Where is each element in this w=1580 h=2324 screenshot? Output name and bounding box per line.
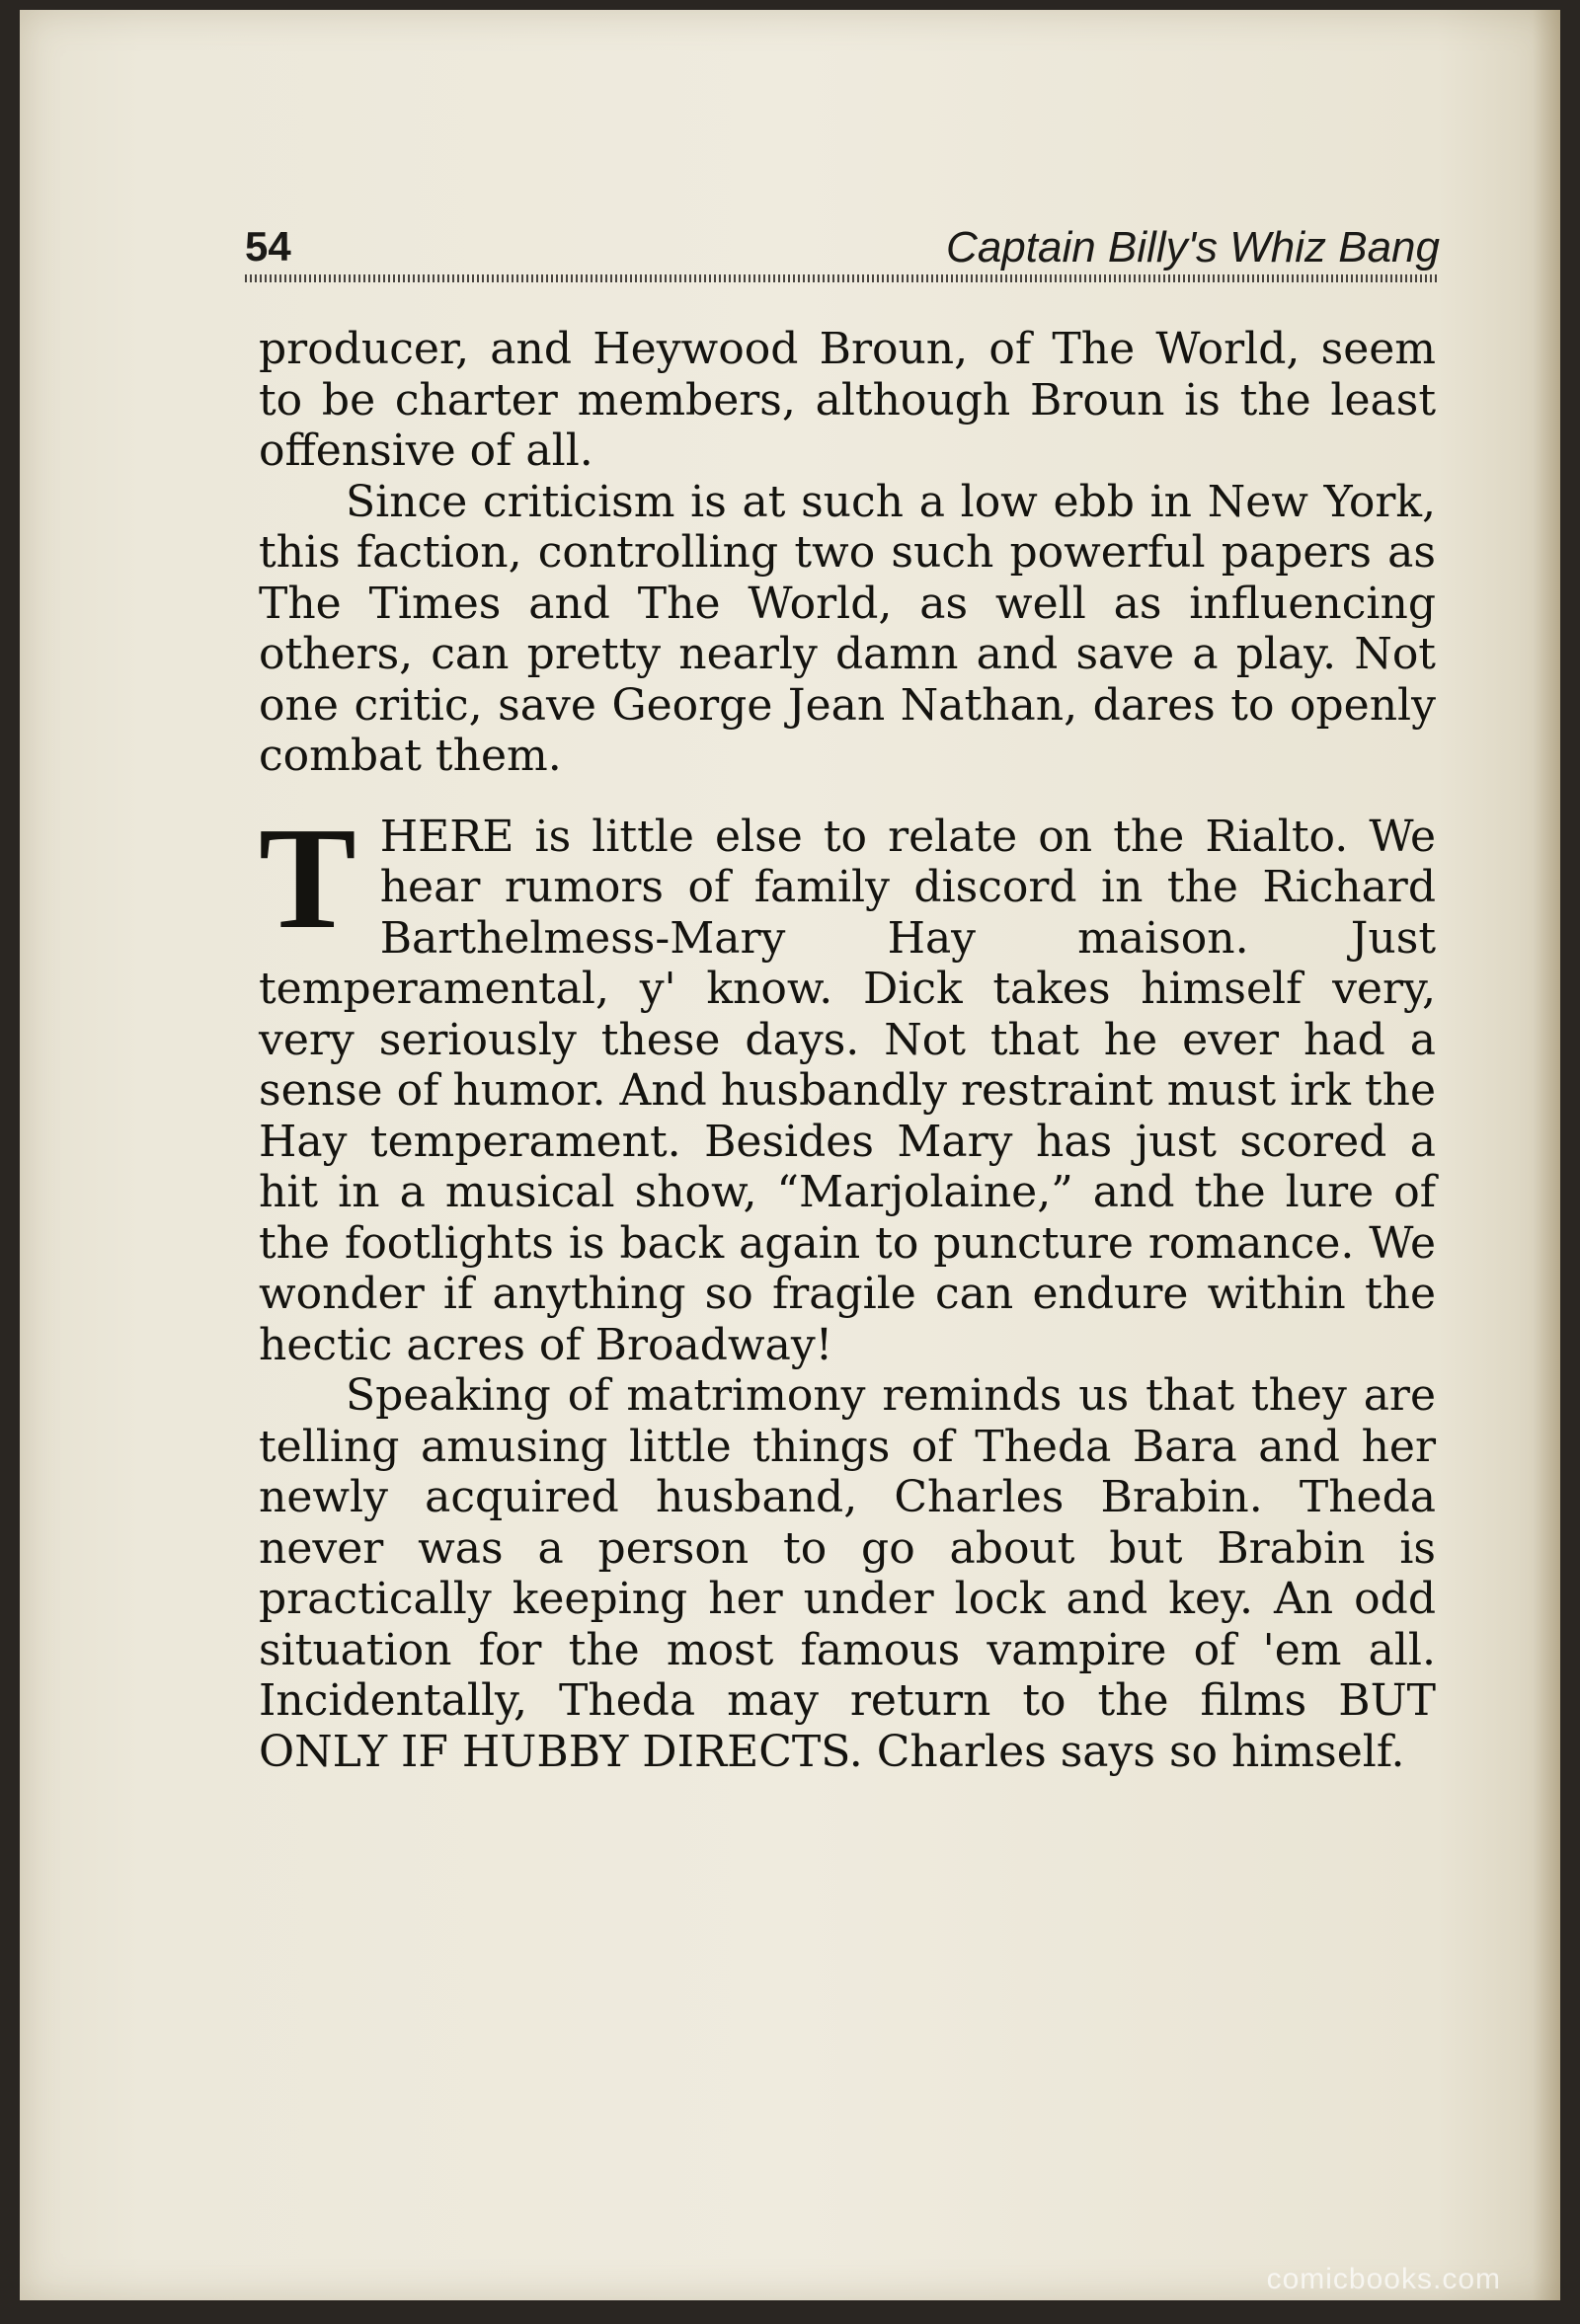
article-body xyxy=(259,324,1436,1777)
paragraph-3 xyxy=(259,797,1436,1371)
page-number: 54 xyxy=(245,223,291,270)
paragraph-3-text: HERE is little else to relate on the Rialto. We hear rumors of family discord in the Richard Barthelmess-Mary Hay maison. Just temperamental, y' know. Dick takes himself very, very seriously these days. Not that he ever had a sense of humor. And husbandly restraint must irk the Hay temperament. Besides Mary has just scored a hit in a musical show, “Marjolaine,” and the lure of the footlights is back again to puncture romance. We wonder if anything so fragile can endure within the hectic acres of Broadway! xyxy=(259,811,1436,1370)
paragraph-2: Since criticism is at such a low ebb in New York, this faction, controlling two such powerful papers as The Times and The World, as well as influencing others, can pretty nearly damn and save a play. Not one critic, save George Jean Nathan, dares to openly combat them. xyxy=(259,476,1436,781)
page-header xyxy=(245,223,1440,272)
paragraph-4: Speaking of matrimony reminds us that they are telling amusing little things of Theda Bara and her newly acquired husband, Charles Brabin. Theda never was a person to go about but Brabin is practically keeping her under lock and key. An odd situation for the most famous vampire of 'em all. Incidentally, Theda may return to the films BUT ONLY IF HUBBY DIRECTS. Charles says so himself. xyxy=(259,1370,1436,1777)
magazine-page xyxy=(20,10,1560,2300)
header-rule xyxy=(245,274,1440,282)
page-edge-shadow xyxy=(1533,10,1560,2300)
running-title: Captain Billy's Whiz Bang xyxy=(946,223,1440,271)
drop-cap: T xyxy=(259,797,356,960)
watermark: comicbooks.com xyxy=(1266,2263,1501,2295)
paragraph-1: producer, and Heywood Broun, of The World, seem to be charter members, although Broun is the least offensive of all. xyxy=(259,324,1436,476)
